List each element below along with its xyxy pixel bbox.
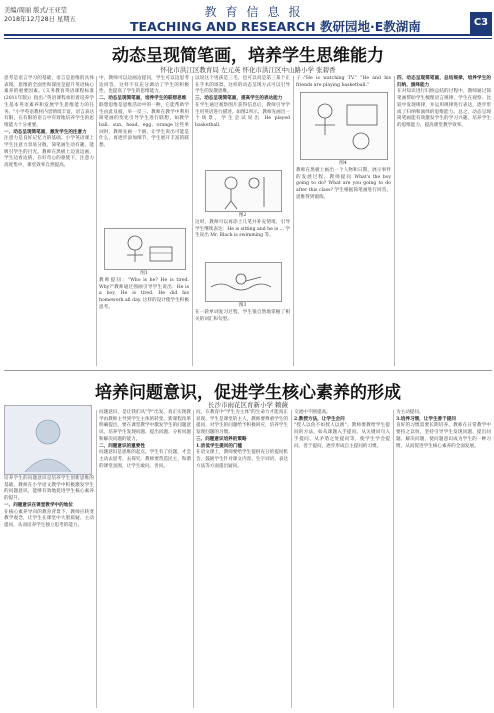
page-code: C3 [470,12,492,34]
paragraph: 在核心素养导向的教育背景下，教师应转变教学观念，让学生在课堂中大胆质疑、主动提问，从而培养学生独立思考的能力。 [4,509,94,528]
article1-column-3 [195,76,290,130]
paragraph: 教师提问："Who is he? He is tired. Why?"教师通过图画引导学生说出：He is a boy. He is tired. He did his homework all day. 这样的设计使学生积极思考。 [99,278,189,310]
article2-column-1 [4,476,94,530]
article1-column-3-end [195,310,290,323]
article1-byline: 怀化市洪江区教育局 左元英 怀化市洪江区中山路小学 张碧香 [160,66,336,74]
figure-4-caption: 图4 [339,161,347,166]
subheading: 二、问题意识的重要性 [99,443,145,449]
paragraph: 这时，教师可以再添上几笔并补充情境，引导学生继续表达：He is sitting and he is ... 学生说出 Mr. Black is swimming 等。 [195,220,290,239]
header-rule-thin [4,38,492,39]
article1-column-2 [99,76,189,150]
column-rule [291,410,292,708]
figure-3-sketch [205,262,282,302]
article1-column-4 [296,76,391,89]
figure-4-sketch [300,92,388,160]
paragraph: 交流中不断提高。 [294,410,331,415]
article2-byline: 长沙市雨花区育新小学 赖薇 [207,401,289,409]
paragraph: 注意力是良好记忆力的基础。小学英语课上学生注意力容易分散，简笔画生动有趣，能吸引学生的目光。教师在黑板上边说边画，学生边看边猜，在好奇心的驱使下，注意力高度集中，课堂效率自然提高。 [4,136,94,169]
article1-column-1 [4,76,94,170]
paragraph: 为主动提问。 [396,410,424,415]
story-sketch-illustration [301,93,387,159]
swimming-sketch-illustration [206,263,281,301]
article-divider [4,370,492,371]
figure-1-sketch [104,228,186,270]
article1-column-5 [397,76,491,130]
article1-column-2-continued [99,278,189,312]
column-rule [394,76,395,366]
figure-2-caption: 图2 [238,213,247,218]
figure-1-caption: 图1 [140,271,148,276]
paragraph: 问题意识，是让我们从"学"出发，真正实现教学由教师主导到学生主体的转变。新课程改革明确提出，要在课堂教学中激发学生的问题意识，培养学生发现问题、提出问题、分析问题和解决问题的能力。 [99,410,191,442]
paragraph: 在对知识进行归纳总结的过程中，教师通过简笔画帮助学生梳理语言规律。学生在观察、比较中发现规律，并运用规律进行表达，逐步形成了归纳和演绎的思维能力。总之，动态呈现简笔画能有效激发学生的学习兴趣，培养学生的思维能力，提高课堂教学效率。 [397,89,491,128]
article1-column-4-continued [296,168,391,202]
paragraph: 子:"He is watching TV." "He and his friends are playing basketball." [296,76,391,88]
subheading: 四、动态呈现简笔画，总结规律，培养学生的归纳、演绎能力 [397,76,491,88]
paragraph: 思考是语言学习的基础，语言是思维的具体表现。思维的全面性和深度是提升英语核心素养的重要因素。《义务教育英语课程标准(2011年版)》指出:"英语课程承担着培养学生基本英语素养和发展学生思维能力的任务。"小学英语教材内容情境丰富，语言表达有限，在有限的语言中有效地培养学生的思维能力十分重要。 [4,76,94,128]
article2-column-2 [99,410,191,470]
portrait-illustration [5,406,91,474]
article2-title: 培养问题意识，促进学生核心素养的形成 [95,383,401,403]
header-date: 2018年12月28日 星期五 [4,16,76,23]
column-rule [96,76,97,366]
newspaper-name: 教育信息报 [204,5,310,19]
figure-3-caption: 图3 [238,303,247,308]
subheading: 三、问题意识培养的策略 [196,436,247,442]
paragraph: "授人以鱼不如授人以渔"。教师要教给学生提问的方法，如从课题入手提问、从关键词句入手提问、从矛盾之处提问等，使学生学会提问、善于提问，逐步形成自主提问的习惯。 [294,423,390,449]
paragraph: 在语文课上，教师要给学生提供充分的提问机会，鼓励学生针对课文内容、生字词语、表达方法等方面提出疑问。 [196,450,288,469]
paragraph: 联想思维是思维活动中的一种，它能帮助学生由此及彼，举一反三。教师在教学中利用简笔画的变化引导学生进行联想，如教学 ball、sun、head、egg、orange 这些单词时，教师先画一个圆，让学生说出可能是什么，再逐步添加细节，学生展开丰富的联想。 [99,102,189,149]
header-editors: 美编/周丽 版式/王亚莹 [4,7,67,14]
author-portrait-box [4,405,92,475]
boy-sketch-illustration [105,229,185,269]
article1-column-3-continued [195,220,290,240]
article2-column-4 [294,410,390,450]
header-rule [4,34,492,36]
paragraph: 中，教师可以边画边提问，学生可以边思考边回答，这样不仅充分调动了学生的积极性，也提高了学生的思维能力。 [99,76,189,95]
article2-column-3 [196,410,288,470]
paragraph: 问，在教育中"学生为主体"的生命力才能真正显现。学生是课堂的主人，教师要尊重学生的提问，对学生的问题给予积极回应，培养学生发现问题的习惯。 [196,410,288,436]
basketball-sketch-illustration [206,171,281,211]
paragraph: 问题意识是思维的起点。学生有了问题，才会主动去思考、去探究。教师要营造民主、和谐的课堂氛围，让学生敢问、善问。 [99,450,191,469]
header-meta [4,6,124,24]
column-rule [293,76,294,366]
article2-column-5 [396,410,491,450]
paragraph: 以说这个男孩是三毛，也可以说是第三某个正在手术的场景。这样的动态呈现方式可以引导学生的发散思维。 [195,76,290,95]
paragraph: 在学生通过观察图片获得信息后，教师引导学生用英语进行描述。如图2所示，教师先画出一个场景，学生尝试说出 He played basketball. [195,102,290,128]
subheading: 二、动态呈现简笔画，培养学生的联想思维 [99,96,187,102]
subheading: 三、动态呈现简笔画，提高学生的表达能力 [195,96,283,102]
column-rule [96,410,97,708]
subheading: 一、问题意识在课堂教学中的地位 [4,502,73,508]
paragraph: 在一轮单词复习过程，学生很自然地掌握了相关的词汇和句型。 [195,310,290,322]
column-rule [192,76,193,366]
paragraph: 培养学生的问题意识是培养学生创新思维的基础。教师在小学语文教学中积极激发学生的问题意识，能够有效地促进学生核心素养的提升。 [4,476,94,502]
section-title: TEACHING AND RESEARCH 教研园地·E教湖南 [130,19,421,34]
column-rule [193,410,194,708]
column-rule [393,410,394,708]
subheading: 3.培养习惯，让学生善于提问 [396,416,456,422]
figure-2-sketch [205,170,282,212]
subheading: 1.放低学生提问的门槛 [196,443,243,449]
subheading: 一、动态呈现简笔画，激发学生的注意力 [4,129,87,135]
article1-title: 动态呈现简笔画，培养学生思维能力 [112,46,384,66]
subheading: 2.教授方法，让学生会问 [294,416,345,422]
paragraph: 教师在黑板上画出一个人物和日期，展示事件的发展过程，教师提问 What's the boy going to do? What are you going to do after this class? 学生根据简笔画进行回答，思维得到锻炼。 [296,168,391,200]
paragraph: 良好的习惯需要长期培养。教师在日常教学中要持之以恒，坚持引导学生发现问题、提出问题、解决问题，使问题意识成为学生的一种习惯，从而促进学生核心素养的全面发展。 [396,423,491,449]
